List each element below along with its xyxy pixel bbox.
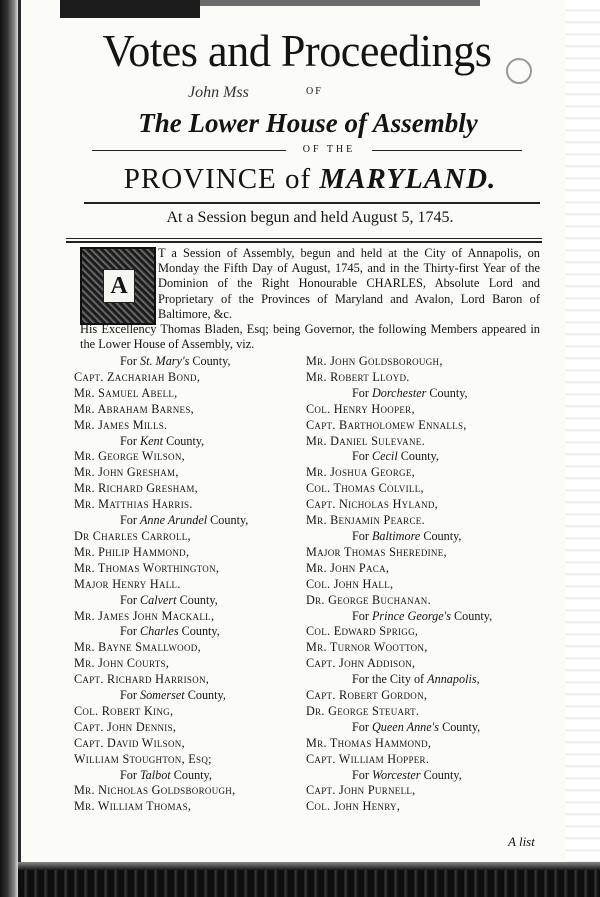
member-entry: Mr. James Mills.: [74, 417, 168, 432]
county-suffix: County,: [454, 608, 493, 623]
member-entry: Mr. John Gresham,: [74, 465, 179, 480]
member-entry: Capt. Nicholas Hyland,: [306, 497, 439, 512]
county-prefix: For: [120, 513, 137, 528]
county-name: Cecil: [371, 449, 398, 464]
county-prefix: For: [352, 385, 369, 400]
county-suffix: County,: [192, 354, 231, 368]
county-prefix: For: [120, 767, 137, 782]
member-entry: Mr. John Goldsborough,: [306, 354, 443, 368]
county-prefix: For: [352, 767, 369, 782]
county-name: Prince George's: [371, 608, 451, 623]
member-entry: Mr. Matthias Harris.: [74, 497, 193, 512]
member-entry: Col. Thomas Colvill,: [306, 481, 424, 496]
member-entry: Col. Edward Sprigg,: [306, 624, 419, 639]
county-name: Calvert: [139, 592, 177, 607]
members-column-right: [306, 354, 542, 815]
county-prefix: For: [120, 624, 137, 639]
county-suffix: County,: [210, 513, 249, 528]
county-name: St. Mary's: [139, 354, 190, 368]
county-prefix: For: [120, 433, 137, 448]
county-suffix: County,: [187, 688, 226, 703]
county-name: Anne Arundel: [139, 513, 208, 528]
member-entry: Mr. Thomas Hammond,: [306, 735, 432, 750]
county-prefix: For: [352, 608, 369, 623]
rule-right: [372, 150, 522, 151]
county-prefix: For: [120, 688, 137, 703]
member-entry: Mr. Daniel Sulevane.: [306, 433, 425, 448]
binding-spine: [0, 0, 18, 897]
member-entry: Col. Henry Hooper,: [306, 401, 415, 416]
county-heading: [74, 688, 294, 704]
member-entry: Mr. Benjamin Pearce.: [306, 513, 425, 528]
county-name: Kent: [139, 433, 164, 448]
member-entry: Capt. John Purnell,: [306, 783, 416, 798]
member-entry: Capt. Richard Harrison,: [74, 672, 210, 687]
document-title: Votes and Proceedings: [102, 25, 492, 76]
double-rule-bottom: [66, 241, 542, 243]
county-suffix: County,: [173, 767, 212, 782]
member-entry: Col. Robert King,: [74, 703, 174, 718]
member-entry: Dr. George Buchanan.: [306, 592, 431, 607]
page-damage-top-edge: [200, 0, 480, 6]
member-entry: Capt. Robert Gordon,: [306, 688, 428, 703]
county-suffix: County,: [400, 449, 439, 464]
county-prefix: For: [352, 528, 369, 543]
intro-paragraph-continued: His Excellency Thomas Bladen, Esq; being Governor, the following Members appeared in the Lower House of Assembly, viz.: [80, 322, 540, 352]
member-entry: Mr. George Wilson,: [74, 449, 186, 464]
county-suffix: County,: [429, 385, 468, 400]
scan-shadow-bottom: [18, 862, 600, 897]
county-name: Talbot: [139, 767, 171, 782]
county-prefix: For: [120, 592, 137, 607]
county-prefix: For: [352, 449, 369, 464]
county-prefix: For: [120, 354, 137, 368]
of-label: OF: [306, 86, 323, 97]
of-the-label: OF THE: [302, 144, 356, 155]
intro-paragraph: T a Session of Assembly, begun and held at the City of Annapolis, on Monday the Fifth Day of August, 1745, and in the Thirty-first Year of the Dominion of the Right Honourable CHARLES, Absolute Lord and Proprietary of the Provinces of Maryland and Avalon, Lord Baron of Baltimore, &c.: [158, 246, 540, 321]
handwritten-signature: John Mss: [188, 84, 249, 101]
county-heading: [306, 768, 542, 784]
member-entry: Capt. David Wilson,: [74, 735, 185, 750]
member-entry: Capt. John Addison,: [306, 656, 416, 671]
member-entry: Mr. John Paca,: [306, 560, 390, 575]
county-name: Queen Anne's: [371, 719, 440, 734]
member-entry: Dr Charles Carroll,: [74, 528, 191, 543]
page-edge: [566, 0, 600, 897]
county-heading: [74, 354, 294, 370]
catchword: A list: [508, 834, 535, 849]
member-entry: Mr. Abraham Barnes,: [74, 401, 194, 416]
county-heading: [306, 609, 542, 625]
member-entry: Mr. Robert Lloyd.: [306, 369, 410, 384]
county-name: Somerset: [139, 688, 185, 703]
county-heading: [306, 386, 542, 402]
member-entry: Capt. Zachariah Bond,: [74, 369, 201, 384]
county-heading: [74, 593, 294, 609]
member-entry: Mr. Thomas Worthington,: [74, 560, 220, 575]
county-name: Charles: [139, 624, 179, 639]
initial-letter: A: [103, 269, 135, 303]
member-entry: Mr. Philip Hammond,: [74, 544, 190, 559]
member-entry: Col. John Hall,: [306, 576, 394, 591]
member-entry: William Stoughton, Esq;: [74, 751, 212, 766]
member-entry: Capt. John Dennis,: [74, 719, 177, 734]
county-heading: [74, 768, 294, 784]
county-suffix: County,: [423, 528, 462, 543]
county-suffix: County,: [423, 767, 462, 782]
county-heading: [74, 513, 294, 529]
county-suffix: County,: [166, 433, 205, 448]
county-name: Dorchester: [371, 385, 427, 400]
member-entry: Mr. Nicholas Goldsborough,: [74, 783, 236, 798]
province-prefix: PROVINCE of: [123, 163, 312, 195]
member-entry: Mr. James John Mackall,: [74, 608, 215, 623]
member-entry: Mr. Samuel Abell,: [74, 385, 178, 400]
member-entry: Capt. William Hopper.: [306, 751, 430, 766]
county-suffix: County,: [181, 624, 220, 639]
heading-rule: [84, 202, 540, 204]
member-entry: Mr. Joshua George,: [306, 465, 415, 480]
decorated-initial: [80, 247, 156, 325]
county-name: Worcester: [371, 767, 421, 782]
document-subtitle: The Lower House of Assembly: [138, 108, 478, 138]
county-heading: [74, 434, 294, 450]
county-heading: [74, 624, 294, 640]
member-entry: Mr. William Thomas,: [74, 799, 192, 814]
county-prefix: For: [352, 719, 369, 734]
member-entry: Mr. Turnor Wootton,: [306, 640, 428, 655]
county-prefix: For the City of: [352, 672, 425, 687]
session-line: At a Session begun and held August 5, 1745.: [166, 209, 454, 226]
county-heading: [306, 449, 542, 465]
member-entry: Dr. George Steuart.: [306, 703, 420, 718]
member-entry: Major Thomas Sheredine,: [306, 544, 447, 559]
double-rule-top: [66, 238, 542, 239]
member-entry: Col. John Henry,: [306, 799, 401, 814]
county-heading: [306, 529, 542, 545]
member-entry: Mr. John Courts,: [74, 656, 170, 671]
county-heading: [306, 672, 542, 688]
member-entry: Major Henry Hall.: [74, 576, 181, 591]
province-name: MARYLAND.: [319, 163, 497, 195]
member-entry: Mr. Bayne Smallwood,: [74, 640, 201, 655]
rule-left: [92, 150, 286, 151]
member-entry: Mr. Richard Gresham,: [74, 481, 198, 496]
members-column-left: [74, 354, 294, 815]
member-entry: Capt. Bartholomew Ennalls,: [306, 417, 467, 432]
province-heading: [80, 162, 540, 196]
county-suffix: County,: [442, 719, 481, 734]
county-name: Baltimore: [371, 528, 421, 543]
county-heading: [306, 720, 542, 736]
county-name: Annapolis,: [427, 672, 480, 687]
county-suffix: County,: [179, 592, 218, 607]
page-damage-top: [60, 0, 200, 18]
